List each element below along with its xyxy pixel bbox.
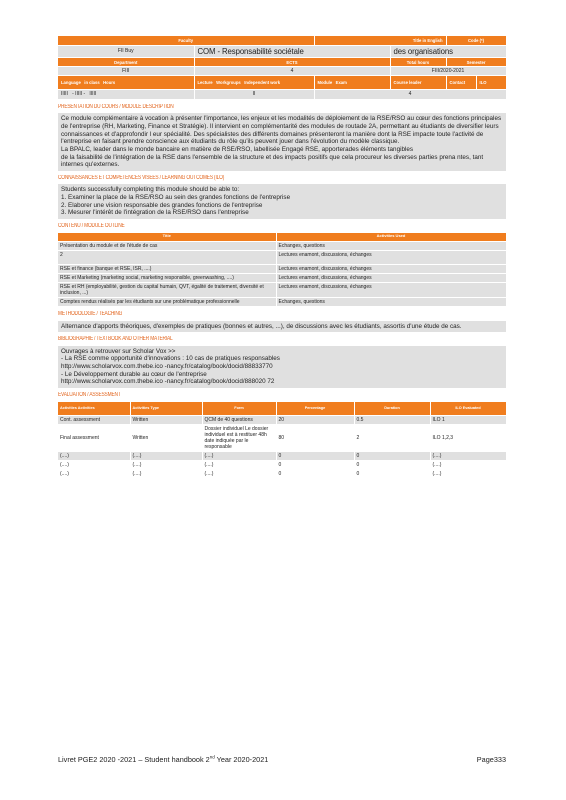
- table-row: [58, 298, 506, 307]
- eval-duration-header: Duration: [354, 402, 430, 416]
- eval-type: Written: [130, 425, 202, 452]
- title-english-header: Title in English: [314, 36, 446, 45]
- eval-duration: 0: [354, 452, 430, 461]
- eval-form: (....): [202, 452, 276, 461]
- eval-activities-header: Activities Activities: [58, 402, 130, 416]
- course-leader-header: Course leader: [390, 76, 446, 90]
- ects-value: 4: [194, 67, 390, 76]
- outline-header-row: [58, 233, 506, 242]
- outline-topic: RSE et Marketing (marketing social, marketing responsible, greenwashing, ....): [58, 274, 276, 283]
- table-row: [58, 265, 506, 274]
- code-header: Code (*): [446, 36, 506, 45]
- methodology-body: [58, 321, 506, 333]
- eval-activity: Cont. assessment: [58, 416, 130, 425]
- semester-value: FIII/2020-2021: [390, 67, 506, 76]
- bibliography-heading: BIBLIOGRAPHIE / TEXTBOOK AND OTHER MATERIAL: [58, 336, 173, 343]
- eval-activity: (....): [58, 461, 130, 470]
- table-row: [58, 416, 506, 425]
- eval-form: (....): [202, 461, 276, 470]
- eval-type: (....): [130, 470, 202, 479]
- methodology-text: Alternance d'apports théoriques, d'exemples de pratiques (bonnes et autres, ...), de discussions avec les étudiants, assortis d'une étude de cas.: [61, 322, 462, 330]
- language-header: Language in class Hours: [58, 76, 194, 90]
- eval-activity: Final assessment: [58, 425, 130, 452]
- eval-ilo: (....): [430, 452, 506, 461]
- eval-activity: (....): [58, 452, 130, 461]
- evaluation-heading: EVALUATION / ASSESSMENT: [58, 392, 121, 399]
- footer-handbook-label: Livret PGE2 2020 -2021 – Student handbook 2nd Year 2020-2021: [58, 755, 269, 765]
- learning-outcomes-body: [58, 184, 506, 219]
- eval-percentage: 0: [276, 470, 354, 479]
- outcomes-intro: Students successfully completing this module should be able to:: [61, 186, 240, 194]
- outline-activity: Echanges, questions: [276, 298, 506, 307]
- table-row: [58, 461, 506, 470]
- course-table-row-2: [58, 45, 506, 58]
- presentation-body: [58, 113, 506, 171]
- eval-duration: 0.5: [354, 416, 430, 425]
- outcome-item: 3. Mesurer l'intérêt de l'intégration de la RSE/RSO dans l'entreprise: [61, 209, 249, 217]
- eval-duration: 0: [354, 461, 430, 470]
- eval-percentage: 80: [276, 425, 354, 452]
- eval-ilo: (....): [430, 461, 506, 470]
- contact-header: Contact: [446, 76, 476, 90]
- eval-percentage-header: Percentage: [276, 402, 354, 416]
- eval-form: (....): [202, 470, 276, 479]
- eval-form: QCM de 40 questions: [202, 416, 276, 425]
- presentation-heading: PRESENTATION DU COURS / MODULE DESCRIPTION: [58, 103, 174, 110]
- eval-type: Written: [130, 416, 202, 425]
- outline-topic: RSE et finance (banque et RSE, ISR, ....): [58, 265, 276, 274]
- course-table-header-row-5: [58, 76, 506, 90]
- table-row: [58, 251, 506, 265]
- eval-ilo: ILO 1,2,3: [430, 425, 506, 452]
- eval-type-header: Activities Type: [130, 402, 202, 416]
- evaluation-table: [58, 402, 507, 480]
- bibliography-body: [58, 346, 506, 388]
- ilo-value: 4: [314, 90, 506, 99]
- outline-activity: Lectures enamont, discussions, échanges: [276, 283, 506, 298]
- bibliography-line: - Le Développement durable au cœur de l'entreprise: [61, 370, 207, 378]
- module-header: Module Exam: [314, 76, 390, 90]
- outline-topic: Comptes rendus réalisés par les étudiants sur une problématique professionnelle: [58, 298, 276, 307]
- evaluation-header-row: [58, 402, 506, 416]
- methodology-heading: METHODOLOGIE / TEACHING: [58, 311, 123, 318]
- eval-form-header: Form: [202, 402, 276, 416]
- lecture-value: II: [194, 90, 314, 99]
- table-row: [58, 452, 506, 461]
- course-table-header-row-3: [58, 58, 506, 67]
- table-row: [58, 274, 506, 283]
- faculty-value: FII Buy: [58, 45, 194, 58]
- outline-topic: 2: [58, 251, 276, 265]
- ilo-header: ILO: [476, 76, 506, 90]
- bibliography-line: Ouvrages à retrouver sur Scholar Vox >>: [61, 347, 176, 355]
- outline-title-header: Title: [58, 233, 276, 242]
- presentation-text-2: La BPALC, leader dans le monde bancaire en matière de RSE/RSO, labellisée Engagé RSE, apporterades éléments tangibles: [61, 145, 414, 153]
- language-value: IIIII - IIIII - IIIII: [58, 90, 194, 99]
- table-row: [58, 283, 506, 298]
- table-row: [58, 242, 506, 251]
- table-row: [58, 425, 506, 452]
- outcome-item: 1. Examiner la place de la RSE/RSO au sein des grandes fonctions de l'entreprise: [61, 194, 291, 202]
- outline-activity: Lectures enamont, discussions, échanges: [276, 251, 506, 265]
- eval-duration: 0: [354, 470, 430, 479]
- eval-type: (....): [130, 452, 202, 461]
- outline-activity: Lectures enamont, discussions, échanges: [276, 265, 506, 274]
- eval-activity: (....): [58, 470, 130, 479]
- outline-topic: Présentation du module et de l'étude de cas: [58, 242, 276, 251]
- eval-form: Dossier individuel Le dossier individuel est à restituer 48h date indiquée par le responsable: [202, 425, 276, 452]
- learning-outcomes-heading: CONNAISSANCES ET COMPETENCES VISEES / LEARNING OUTCOMES (ILO): [58, 174, 225, 181]
- outline-topic: RSE et RH (employabilité, gestion du capital humain, QVT, égalité de traitement, diversité et inclusion, ...): [58, 283, 276, 298]
- module-outline-heading: CONTENU / MODULE OUTLINE: [58, 223, 125, 230]
- eval-ilo-header: ILO Evaluated: [430, 402, 506, 416]
- faculty-header: Faculty: [58, 36, 314, 45]
- course-table-header-row-1: [58, 36, 506, 45]
- bibliography-link[interactable]: http://www.scholarvox.com.thebe.ico -nancy.fr/catalog/book/docid/88833770: [61, 363, 273, 371]
- module-outline-table: [58, 233, 507, 308]
- outline-activity: Lectures enamont, discussions, échanges: [276, 274, 506, 283]
- presentation-text: Ce module complémentaire à vocation à présenter l'importance, les enjeux et les modalités de déploiement de la RSE/RSO au cœur des fonctions principales de l'entreprise (RH, Marketing, Finance et Stratégie). Il intervient en complémentarité des modules de routade 2A, permettant au étudiants de diversifier leurs connaissances et d'approfondir l eur spécialité. Des spécialistes des différents domaines présenteront la manière dont la RSE impacte toute l'activité de l'entreprise en faisant prendre conscience aux étudiants du rôle qu'ils peuvent jouer dans l'évolution du modèle classique.: [61, 115, 502, 146]
- eval-percentage: 0: [276, 461, 354, 470]
- eval-percentage: 20: [276, 416, 354, 425]
- course-table-row-4: [58, 67, 506, 76]
- bibliography-line: - La RSE comme opportunité d'innovations : 10 cas de pratiques responsables: [61, 355, 280, 363]
- lecture-header: Lecture Workgroups Independent work: [194, 76, 314, 90]
- total-hours-header: Total hours: [390, 58, 446, 67]
- outcome-item: 2. Elaborer une vision responsable des grandes fonctions de l'entreprise: [61, 201, 263, 209]
- eval-ilo: ILO 1: [430, 416, 506, 425]
- presentation-text-3: de la faisabilité de l'intégration de la RSE dans l'ensemble de la structure et des impacts positifs que cela procureur les diverses parties prena ntes, tant internes qu'externes.: [61, 153, 484, 169]
- course-title-end: des organisations: [390, 45, 506, 58]
- department-header: Department: [58, 58, 194, 67]
- eval-duration: 2: [354, 425, 430, 452]
- course-page: [58, 36, 506, 479]
- eval-type: (....): [130, 461, 202, 470]
- ects-header: ECTS: [194, 58, 390, 67]
- department-value: FIII: [58, 67, 194, 76]
- course-title: COM - Responsabilité sociétale: [194, 45, 390, 58]
- page-number: Page333: [476, 755, 506, 764]
- bibliography-link[interactable]: http://www.scholarvox.com.thebe.ico -nancy.fr/catalog/book/docid/888020 72: [61, 378, 275, 386]
- outline-activity: Echanges, questions: [276, 242, 506, 251]
- course-table-row-6: [58, 90, 506, 99]
- eval-percentage: 0: [276, 452, 354, 461]
- semester-header: Semester: [446, 58, 506, 67]
- outline-activities-header: Activities Used: [276, 233, 506, 242]
- table-row: [58, 470, 506, 479]
- course-info-table: [58, 36, 507, 100]
- eval-ilo: (....): [430, 470, 506, 479]
- page-footer: [58, 755, 506, 765]
